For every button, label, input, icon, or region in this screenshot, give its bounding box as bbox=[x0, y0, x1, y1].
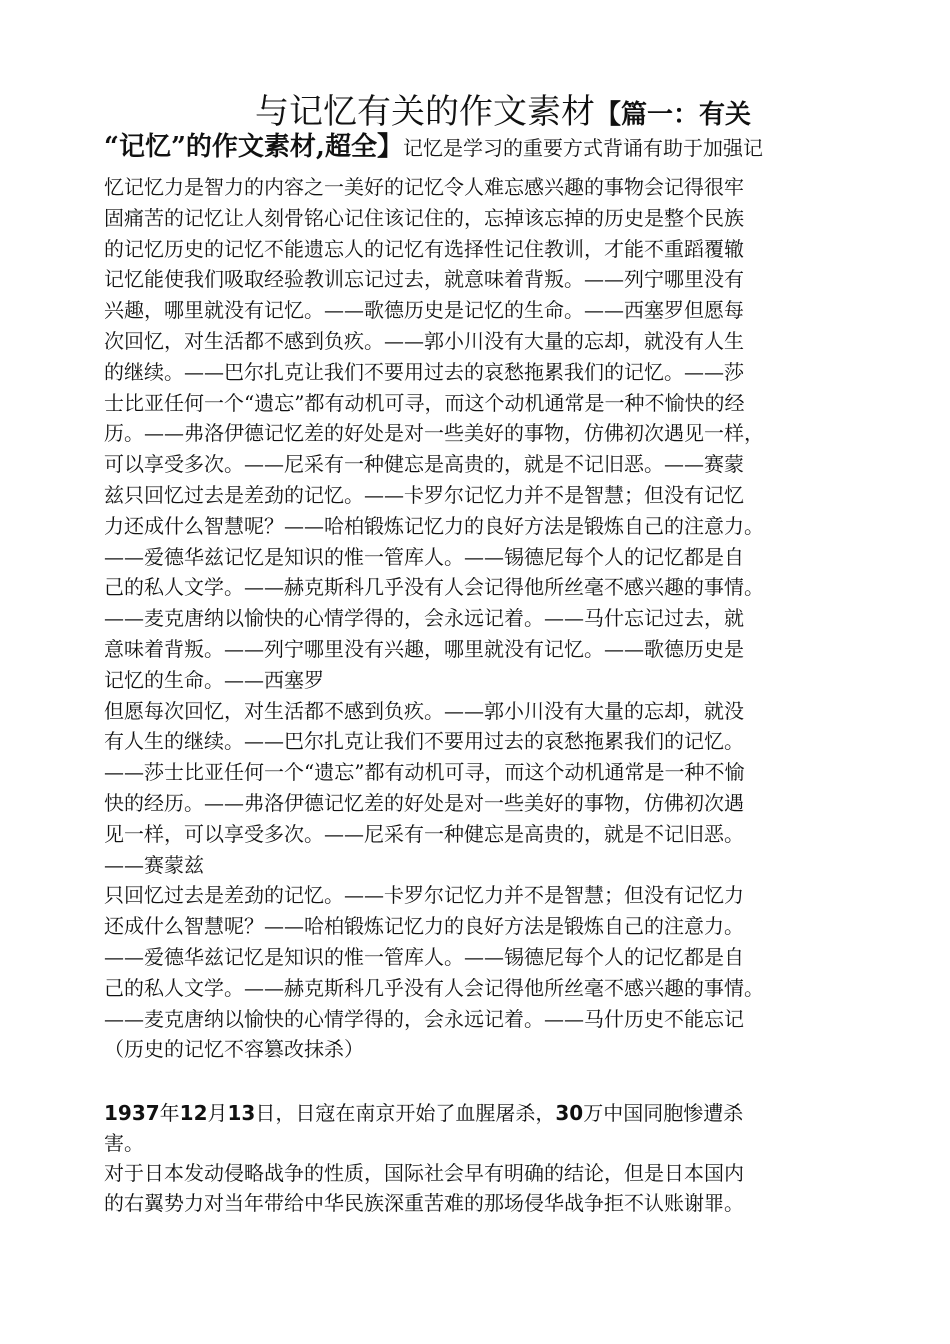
title-bracket: 【篇一：有关 bbox=[595, 100, 752, 130]
nanjing-text-a: 日，日寇在南京开始了血腥屠杀， bbox=[255, 1101, 556, 1125]
nanjing-line bbox=[104, 1098, 864, 1128]
nanjing-year: 1937 bbox=[104, 1101, 160, 1125]
body-line: 只回忆过去是差劲的记忆。——卡罗尔记忆力并不是智慧；但没有记忆力 bbox=[104, 883, 744, 908]
body-line: ——赛蒙兹 bbox=[104, 852, 204, 877]
nanjing-year-unit: 年 bbox=[159, 1101, 180, 1125]
body-line: 忆记忆力是智力的内容之一美好的记忆令人难忘感兴趣的事物会记得很牢 bbox=[104, 175, 744, 199]
document-title bbox=[255, 92, 865, 135]
body-line: 己的私人文学。——赫克斯科几乎没有人会记得他所丝毫不感兴趣的事情。 bbox=[104, 975, 764, 1000]
nanjing-day: 13 bbox=[227, 1101, 256, 1125]
nanjing-text-b: 万中国同胞惨遭杀 bbox=[583, 1101, 744, 1125]
body-line: 记忆的生命。——西塞罗 bbox=[104, 667, 324, 692]
title-main: 与记忆有关的作文素材 bbox=[255, 92, 595, 132]
body-line: ——麦克唐纳以愉快的心情学得的，会永远记着。——马什历史不能忘记 bbox=[104, 1006, 744, 1031]
body-line: ——爱德华兹记忆是知识的惟一管库人。——锡德尼每个人的记忆都是自 bbox=[104, 945, 744, 969]
nanjing-line-2: 害。 bbox=[104, 1131, 144, 1155]
body-line: 力还成什么智慧呢？——哈柏锻炼记忆力的良好方法是锻炼自己的注意力。 bbox=[104, 513, 764, 538]
body-line: ——麦克唐纳以愉快的心情学得的，会永远记着。——马什忘记过去，就 bbox=[104, 606, 744, 631]
body-line-1-text: 记忆是学习的重要方式背诵有助于加强记 bbox=[402, 136, 763, 160]
body-line: 快的经历。——弗洛伊德记忆差的好处是对一些美好的事物，仿佛初次遇 bbox=[104, 791, 744, 815]
body-line: 但愿每次回忆，对生活都不感到负疚。——郭小川没有大量的忘却，就没 bbox=[104, 698, 744, 723]
body-line: 还成什么智慧呢？——哈柏锻炼记忆力的良好方法是锻炼自己的注意力。 bbox=[104, 914, 744, 939]
nanjing-month-unit: 月 bbox=[207, 1101, 228, 1125]
title-continuation: “记忆”的作文素材,超全】 bbox=[104, 132, 403, 162]
body-line: （历史的记忆不容篡改抹杀） bbox=[104, 1037, 364, 1062]
body-line: 见一样，可以享受多次。——尼采有一种健忘是高贵的，就是不记旧恶。 bbox=[104, 821, 744, 846]
body-line: 可以享受多次。——尼采有一种健忘是高贵的，就是不记旧恶。——赛蒙 bbox=[104, 452, 744, 477]
body-line-1 bbox=[104, 132, 864, 163]
body-line: 的记忆历史的记忆不能遗忘人的记忆有选择性记住教训，才能不重蹈覆辙 bbox=[104, 236, 744, 261]
body-line: 己的私人文学。——赫克斯科几乎没有人会记得他所丝毫不感兴趣的事情。 bbox=[104, 575, 764, 600]
body-line: ——莎士比亚任何一个“遗忘”都有动机可寻，而这个动机通常是一种不愉 bbox=[104, 760, 745, 785]
body-line: 的继续。——巴尔扎克让我们不要用过去的哀愁拖累我们的记忆。——莎 bbox=[104, 359, 744, 384]
body-line: 固痛苦的记忆让人刻骨铭心记住该记住的，忘掉该忘掉的历史是整个民族 bbox=[104, 205, 744, 230]
body-line: ——爱德华兹记忆是知识的惟一管库人。——锡德尼每个人的记忆都是自 bbox=[104, 544, 744, 569]
nanjing-month: 12 bbox=[179, 1101, 208, 1125]
body-line: 意味着背叛。——列宁哪里没有兴趣，哪里就没有记忆。——歌德历史是 bbox=[104, 637, 744, 661]
body-line: 次回忆，对生活都不感到负疚。——郭小川没有大量的忘却，就没有人生 bbox=[104, 329, 744, 353]
body-line: 兹只回忆过去是差劲的记忆。——卡罗尔记忆力并不是智慧；但没有记忆 bbox=[104, 483, 744, 507]
body-line: 士比亚任何一个“遗忘”都有动机可寻，而这个动机通常是一种不愉快的经 bbox=[104, 390, 745, 415]
body-line: 记忆能使我们吸取经验教训忘记过去，就意味着背叛。——列宁哪里没有 bbox=[104, 267, 744, 292]
body-line: 有人生的继续。——巴尔扎克让我们不要用过去的哀愁拖累我们的记忆。 bbox=[104, 729, 744, 754]
nanjing-count: 30 bbox=[555, 1101, 584, 1125]
closing-line-1: 对于日本发动侵略战争的性质，国际社会早有明确的结论，但是日本国内 bbox=[104, 1161, 744, 1185]
body-line: 兴趣，哪里就没有记忆。——歌德历史是记忆的生命。——西塞罗但愿每 bbox=[104, 298, 744, 323]
body-line: 历。——弗洛伊德记忆差的好处是对一些美好的事物，仿佛初次遇见一样， bbox=[104, 421, 764, 446]
closing-line-2: 的右翼势力对当年带给中华民族深重苦难的那场侵华战争拒不认账谢罪。 bbox=[104, 1191, 744, 1215]
